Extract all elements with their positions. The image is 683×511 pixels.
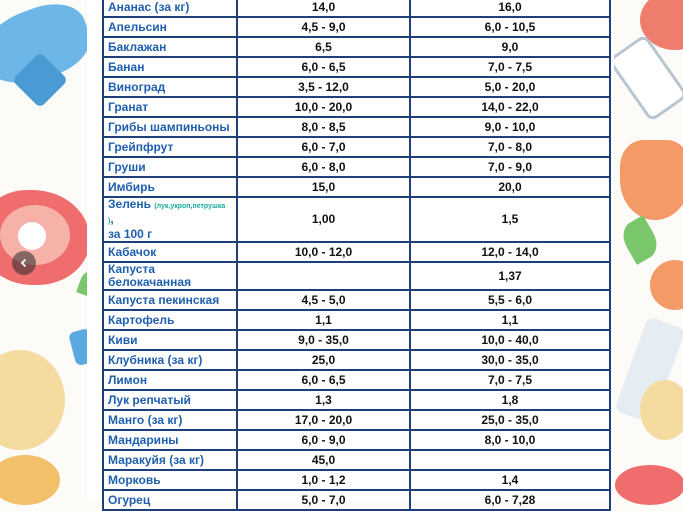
price-min: 15,0 (237, 177, 410, 197)
carrot-leaf-illustration (617, 215, 663, 265)
product-name: Гранат (103, 97, 237, 117)
price-max: 10,0 - 40,0 (410, 330, 610, 350)
price-min: 1,00 (237, 197, 410, 242)
product-name (103, 197, 237, 242)
price-min: 14,0 (237, 0, 410, 17)
carousel-prev-button[interactable] (12, 251, 36, 275)
price-max: 6,0 - 10,5 (410, 17, 610, 37)
price-max: 14,0 - 22,0 (410, 97, 610, 117)
product-name: Клубника (за кг) (103, 350, 237, 370)
carrot-illustration-2 (650, 260, 683, 310)
cheese-illustration (640, 380, 683, 440)
product-name: Грибы шампиньоны (103, 117, 237, 137)
tomato-illustration-2 (615, 465, 683, 505)
table-row (103, 117, 610, 137)
product-name: Капуста пекинская (103, 290, 237, 310)
table-row (103, 330, 610, 350)
price-max: 7,0 - 7,5 (410, 57, 610, 77)
price-max: 1,5 (410, 197, 610, 242)
price-min: 1,0 - 1,2 (237, 470, 410, 490)
table-row (103, 370, 610, 390)
product-name: Кабачок (103, 242, 237, 262)
product-name: Морковь (103, 470, 237, 490)
price-max: 7,0 - 9,0 (410, 157, 610, 177)
product-name: Баклажан (103, 37, 237, 57)
price-max: 1,1 (410, 310, 610, 330)
price-max: 8,0 - 10,0 (410, 430, 610, 450)
price-max: 1,4 (410, 470, 610, 490)
potato-illustration (0, 350, 65, 450)
price-min: 8,0 - 8,5 (237, 117, 410, 137)
price-max: 7,0 - 7,5 (410, 370, 610, 390)
price-min: 6,5 (237, 37, 410, 57)
orange-illustration (0, 455, 60, 505)
product-name: Виноград (103, 77, 237, 97)
product-name: Киви (103, 330, 237, 350)
product-name-suffix: , (110, 212, 114, 226)
price-max: 16,0 (410, 0, 610, 17)
table-row (103, 57, 610, 77)
price-min: 1,1 (237, 310, 410, 330)
table-row (103, 290, 610, 310)
table-row (103, 242, 610, 262)
table-row (103, 17, 610, 37)
table-row (103, 177, 610, 197)
product-name: Ананас (за кг) (103, 0, 237, 17)
product-name: Маракуйя (за кг) (103, 450, 237, 470)
table-row (103, 350, 610, 370)
product-name: Манго (за кг) (103, 410, 237, 430)
product-name: Лимон (103, 370, 237, 390)
table-row (103, 430, 610, 450)
table-row (103, 262, 610, 290)
price-min: 1,3 (237, 390, 410, 410)
table-row (103, 37, 610, 57)
price-max: 9,0 (410, 37, 610, 57)
table-row (103, 310, 610, 330)
table-row (103, 157, 610, 177)
product-name: Банан (103, 57, 237, 77)
table-row (103, 137, 610, 157)
price-min: 5,0 - 7,0 (237, 490, 410, 510)
price-min: 10,0 - 20,0 (237, 97, 410, 117)
price-min: 10,0 - 12,0 (237, 242, 410, 262)
price-max: 30,0 - 35,0 (410, 350, 610, 370)
price-min: 6,0 - 6,5 (237, 370, 410, 390)
price-max: 9,0 - 10,0 (410, 117, 610, 137)
chevron-left-icon (19, 258, 29, 268)
price-max: 12,0 - 14,0 (410, 242, 610, 262)
price-max: 5,5 - 6,0 (410, 290, 610, 310)
product-name: Мандарины (103, 430, 237, 450)
table-row (103, 390, 610, 410)
product-name: Картофель (103, 310, 237, 330)
price-max: 25,0 - 35,0 (410, 410, 610, 430)
product-name-unit: за 100 г (108, 227, 153, 241)
product-name: Лук репчатый (103, 390, 237, 410)
price-min: 45,0 (237, 450, 410, 470)
product-name: Апельсин (103, 17, 237, 37)
product-note: (лук,укроп,петрушка ) (108, 203, 226, 225)
table-row (103, 97, 610, 117)
price-max: 7,0 - 8,0 (410, 137, 610, 157)
table-row (103, 77, 610, 97)
product-name: Груши (103, 157, 237, 177)
price-min (237, 262, 410, 290)
table-row (103, 410, 610, 430)
product-name: Капуста белокачанная (103, 262, 237, 290)
price-min: 4,5 - 5,0 (237, 290, 410, 310)
price-min: 4,5 - 9,0 (237, 17, 410, 37)
price-min: 17,0 - 20,0 (237, 410, 410, 430)
price-min: 25,0 (237, 350, 410, 370)
table-row (103, 197, 610, 242)
price-max: 5,0 - 20,0 (410, 77, 610, 97)
price-min: 6,0 - 6,5 (237, 57, 410, 77)
meat-bone-illustration (18, 222, 46, 250)
table-row (103, 450, 610, 470)
carrot-illustration (620, 140, 683, 220)
price-min: 9,0 - 35,0 (237, 330, 410, 350)
price-min: 6,0 - 9,0 (237, 430, 410, 450)
product-name: Имбирь (103, 177, 237, 197)
price-min: 6,0 - 8,0 (237, 157, 410, 177)
price-max: 20,0 (410, 177, 610, 197)
table-row (103, 0, 610, 17)
price-table (102, 0, 611, 511)
price-max (410, 450, 610, 470)
product-name: Огурец (103, 490, 237, 510)
price-max: 1,8 (410, 390, 610, 410)
price-max: 1,37 (410, 262, 610, 290)
table-row (103, 490, 610, 510)
table-row (103, 470, 610, 490)
price-min: 3,5 - 12,0 (237, 77, 410, 97)
product-name: Грейпфрут (103, 137, 237, 157)
price-min: 6,0 - 7,0 (237, 137, 410, 157)
product-name-main: Зелень (108, 197, 151, 211)
price-max: 6,0 - 7,28 (410, 490, 610, 510)
